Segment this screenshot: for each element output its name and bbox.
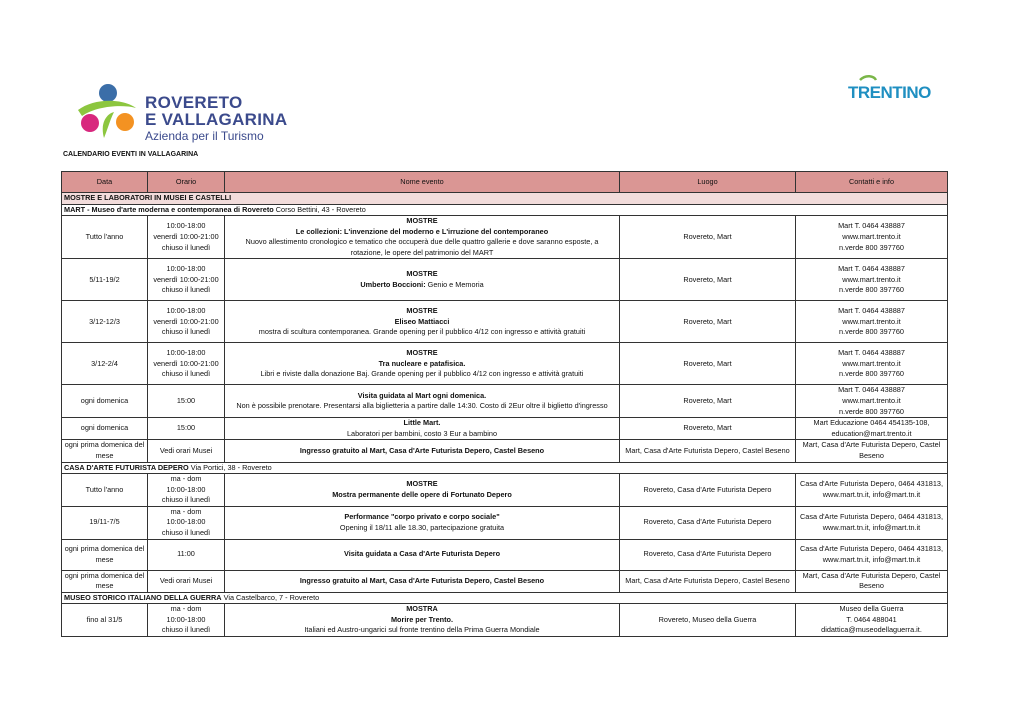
cell-date: ogni prima domenica del mese [62,539,148,570]
event-line [227,479,617,490]
cell-event-name [225,385,620,418]
time-line: Vedi orari Musei [159,445,213,455]
table-row [62,539,948,570]
info-line: Mart T. 0464 438887 [838,306,905,316]
event-line [227,306,617,317]
event-text: MOSTRA [406,604,438,614]
event-line [227,446,617,457]
info-line: Casa d'Arte Futurista Depero, 0464 431813, [800,512,943,522]
info-line: www.mart.trento.it [842,358,901,368]
svg-text:TRENTINO: TRENTINO [848,83,931,102]
venue-row [62,462,948,474]
event-line [227,248,617,259]
cell-event-name [225,539,620,570]
event-line [227,625,617,636]
event-line [227,227,617,238]
venue-name: MART - Museo d'arte moderna e contemporanea di Rovereto [64,204,274,214]
time-line: 10:00-18:00 [166,221,206,231]
event-text: Mostra permanente delle opere di Fortunato Depero [332,489,512,499]
info-line: www.mart.trento.it [842,274,901,284]
event-line [227,512,617,523]
event-line [227,237,617,248]
table-row [62,440,948,462]
event-text-tail: Genio e Memoria [425,279,484,289]
cell-info [796,301,948,343]
table-row [62,506,948,539]
time-line: 15:00 [176,396,196,406]
event-text: Italiani ed Austro-ungarici sul fronte trentino della Prima Guerra Mondiale [304,625,540,635]
venue-address: Via Portici, 38 - Rovereto [188,462,272,472]
venue-row [62,592,948,604]
cell-event-name [225,259,620,301]
time-line: 10:00-18:00 [166,348,206,358]
event-line [227,523,617,534]
event-line [227,429,617,440]
event-line [227,280,617,291]
cell-date: Tutto l'anno [62,216,148,259]
info-line: T. 0464 488041 [846,614,897,624]
time-line: ma - dom [170,604,202,614]
table-row [62,385,948,418]
event-text: MOSTRE [406,306,438,316]
info-line: www.mart.tn.it, info@mart.tn.it [822,522,921,532]
venue-row [62,204,948,216]
time-line: 10:00-18:00 [166,264,206,274]
info-line: Casa d'Arte Futurista Depero, 0464 431813, [800,543,943,553]
info-line: didattica@museodellaguerra.it. [821,625,922,635]
event-line [227,549,617,560]
event-text: MOSTRE [406,216,438,226]
event-text: Ingresso gratuito al Mart, Casa d'Arte Futurista Depero, Castel Beseno [299,445,545,455]
event-text: rotazione, le opere del patrimonio del MART [350,247,494,257]
venue-cell [62,204,948,216]
table-header-row [62,172,948,193]
calendar-title: CALENDARIO EVENTI IN VALLAGARINA [63,151,199,158]
time-line: venerdì 10:00-21:00 [153,274,219,284]
time-line: chiuso il lunedì [161,369,211,379]
cell-time [148,418,225,440]
event-line [227,269,617,280]
cell-place: Mart, Casa d'Arte Futurista Depero, Castel Beseno [620,440,796,462]
cell-event-name [225,216,620,259]
cell-event-name [225,604,620,637]
info-line: n.verde 800 397760 [839,327,904,337]
info-line: Museo della Guerra [839,604,904,614]
cell-info [796,440,948,462]
cell-time [148,474,225,507]
event-text: Visita guidata a Casa d'Arte Futurista Depero [343,549,501,559]
time-line: chiuso il lunedì [161,625,211,635]
cell-time [148,570,225,592]
info-line: www.mart.trento.it [842,232,901,242]
cell-date: ogni domenica [62,418,148,440]
event-line [227,369,617,380]
event-text: Eliseo Mattiacci [394,316,450,326]
event-line [227,490,617,501]
cell-time [148,343,225,385]
info-line: Mart Educazione 0464 454135-108, [813,418,930,428]
info-line: www.mart.trento.it [842,396,901,406]
rovereto-logo-text [145,94,287,142]
cell-event-name [225,506,620,539]
event-text: Laboratori per bambini, costo 3 Eur a bambino [346,428,498,438]
time-line: 10:00-18:00 [166,306,206,316]
cell-info [796,216,948,259]
event-text: MOSTRE [406,348,438,358]
cell-time [148,604,225,637]
column-header-event-name: Nome evento [225,172,620,193]
cell-place: Rovereto, Mart [620,385,796,418]
info-line: n.verde 800 397760 [839,406,904,416]
cell-time [148,385,225,418]
event-text: Umberto Boccioni: [360,279,426,289]
time-line: Vedi orari Musei [159,575,213,585]
section-row [62,193,948,205]
cell-time [148,216,225,259]
info-line: Mart, Casa d'Arte Futurista Depero, Castel [802,570,941,580]
time-line: chiuso il lunedì [161,527,211,537]
cell-time [148,301,225,343]
event-line [227,604,617,615]
cell-info [796,474,948,507]
info-line: www.mart.tn.it, info@mart.tn.it [822,554,921,564]
cell-time [148,440,225,462]
event-line [227,401,617,412]
event-text: Tra nucleare e patafisica. [378,358,466,368]
event-line [227,317,617,328]
venue-cell [62,592,948,604]
info-line: Mart T. 0464 438887 [838,385,905,395]
event-text: Performance "corpo privato e corpo sociale" [344,512,500,522]
cell-time [148,506,225,539]
cell-time [148,259,225,301]
cell-place: Rovereto, Casa d'Arte Futurista Depero [620,474,796,507]
venue-address: Corso Bettini, 43 - Rovereto [273,204,366,214]
logo-line-1: ROVERETO [145,93,243,112]
cell-place: Rovereto, Casa d'Arte Futurista Depero [620,539,796,570]
event-text: MOSTRE [406,269,438,279]
info-line: n.verde 800 397760 [839,369,904,379]
time-line: 11:00 [177,549,195,559]
cell-date: 19/11-7/5 [62,506,148,539]
cell-info [796,259,948,301]
column-header-time: Orario [148,172,225,193]
event-text: Opening il 18/11 alle 18.30, partecipazione gratuita [339,522,505,532]
time-line: 10:00-18:00 [166,517,206,527]
info-line: www.mart.tn.it, info@mart.tn.it [822,489,921,499]
column-header-date: Data [62,172,148,193]
event-line [227,418,617,429]
cell-place: Rovereto, Mart [620,301,796,343]
table-body [62,193,948,637]
cell-place: Mart, Casa d'Arte Futurista Depero, Castel Beseno [620,570,796,592]
info-line: Mart T. 0464 438887 [838,221,905,231]
cell-event-name [225,474,620,507]
time-line: ma - dom [170,474,202,484]
logo-line-3: Azienda per il Turismo [145,129,264,143]
table-row [62,259,948,301]
time-line: 15:00 [176,423,196,433]
venue-name: MUSEO STORICO ITALIANO DELLA GUERRA [64,592,222,602]
venue-address: Via Castelbarco, 7 - Rovereto [221,592,320,602]
table-row [62,474,948,507]
table-row [62,418,948,440]
cell-place: Rovereto, Mart [620,418,796,440]
column-header-place: Luogo [620,172,796,193]
table-row [62,570,948,592]
event-line [227,359,617,370]
cell-date: 5/11-19/2 [62,259,148,301]
cell-event-name [225,418,620,440]
section-title: MOSTRE E LABORATORI IN MUSEI E CASTELLI [62,193,948,205]
cell-info [796,506,948,539]
cell-event-name [225,343,620,385]
info-line: Casa d'Arte Futurista Depero, 0464 431813, [800,479,943,489]
time-line: chiuso il lunedì [161,327,211,337]
info-line: Mart T. 0464 438887 [838,348,905,358]
info-line: Beseno [859,450,884,460]
time-line: venerdì 10:00-21:00 [153,316,219,326]
info-line: n.verde 800 397760 [839,285,904,295]
cell-place: Rovereto, Museo della Guerra [620,604,796,637]
info-line: Mart, Casa d'Arte Futurista Depero, Castel [802,440,941,450]
cell-date: Tutto l'anno [62,474,148,507]
cell-place: Rovereto, Casa d'Arte Futurista Depero [620,506,796,539]
cell-date: fino al 31/5 [62,604,148,637]
info-line: www.mart.trento.it [842,316,901,326]
cell-info [796,604,948,637]
event-text: Ingresso gratuito al Mart, Casa d'Arte Futurista Depero, Castel Beseno [299,575,545,585]
event-text: Visita guidata al Mart ogni domenica. [357,390,487,400]
cell-date: ogni domenica [62,385,148,418]
cell-info [796,418,948,440]
cell-info [796,385,948,418]
cell-date: 3/12-2/4 [62,343,148,385]
time-line: chiuso il lunedì [161,285,211,295]
time-line: venerdì 10:00-21:00 [153,232,219,242]
cell-place: Rovereto, Mart [620,259,796,301]
event-text: Morire per Trento. [390,614,454,624]
cell-date: ogni prima domenica del mese [62,440,148,462]
cell-info [796,539,948,570]
event-text: Libri e riviste dalla donazione Baj. Grande opening per il pubblico 4/12 con ingresso e attività gratuiti [260,369,584,379]
cell-event-name [225,440,620,462]
time-line: chiuso il lunedì [161,242,211,252]
time-line: 10:00-18:00 [166,484,206,494]
cell-info [796,570,948,592]
trentino-logo-icon [846,74,931,104]
column-header-info: Contatti e info [796,172,948,193]
logo-line-2: E VALLAGARINA [145,110,288,129]
table-row [62,216,948,259]
table-row [62,301,948,343]
event-text: Le collezioni: L'invenzione del moderno e L'irruzione del contemporaneo [295,226,549,236]
cell-place: Rovereto, Mart [620,216,796,259]
cell-date: ogni prima domenica del mese [62,570,148,592]
event-line [227,576,617,587]
event-line [227,391,617,402]
info-line: education@mart.trento.it [831,428,912,438]
cell-event-name [225,301,620,343]
cell-time [148,539,225,570]
venue-cell [62,462,948,474]
table-row [62,604,948,637]
event-line [227,327,617,338]
cell-info [796,343,948,385]
info-line: Beseno [859,581,884,591]
events-table [61,171,948,637]
event-line [227,615,617,626]
time-line: ma - dom [170,506,202,516]
event-text: Little Mart. [403,418,441,428]
table-row [62,343,948,385]
cell-event-name [225,570,620,592]
venue-name: CASA D'ARTE FUTURISTA DEPERO [64,462,189,472]
cell-date: 3/12-12/3 [62,301,148,343]
event-text: Non è possibile prenotare. Presentarsi alla biglietteria a partire dalle 14:30. Costo di 2Eur oltre il biglietto d'ingresso [236,401,608,411]
time-line: 10:00-18:00 [166,614,206,624]
event-text: mostra di scultura contemporanea. Grande opening per il pubblico 4/12 con ingresso e attività gratuiti [258,327,586,337]
info-line: n.verde 800 397760 [839,242,904,252]
event-line [227,348,617,359]
event-line [227,216,617,227]
event-text: MOSTRE [406,479,438,489]
info-line: Mart T. 0464 438887 [838,264,905,274]
event-text: Nuovo allestimento cronologico e tematico che occuperà due delle quattro gallerie e dove saranno esposte, a [245,237,599,247]
time-line: venerdì 10:00-21:00 [153,358,219,368]
cell-place: Rovereto, Mart [620,343,796,385]
time-line: chiuso il lunedì [161,495,211,505]
